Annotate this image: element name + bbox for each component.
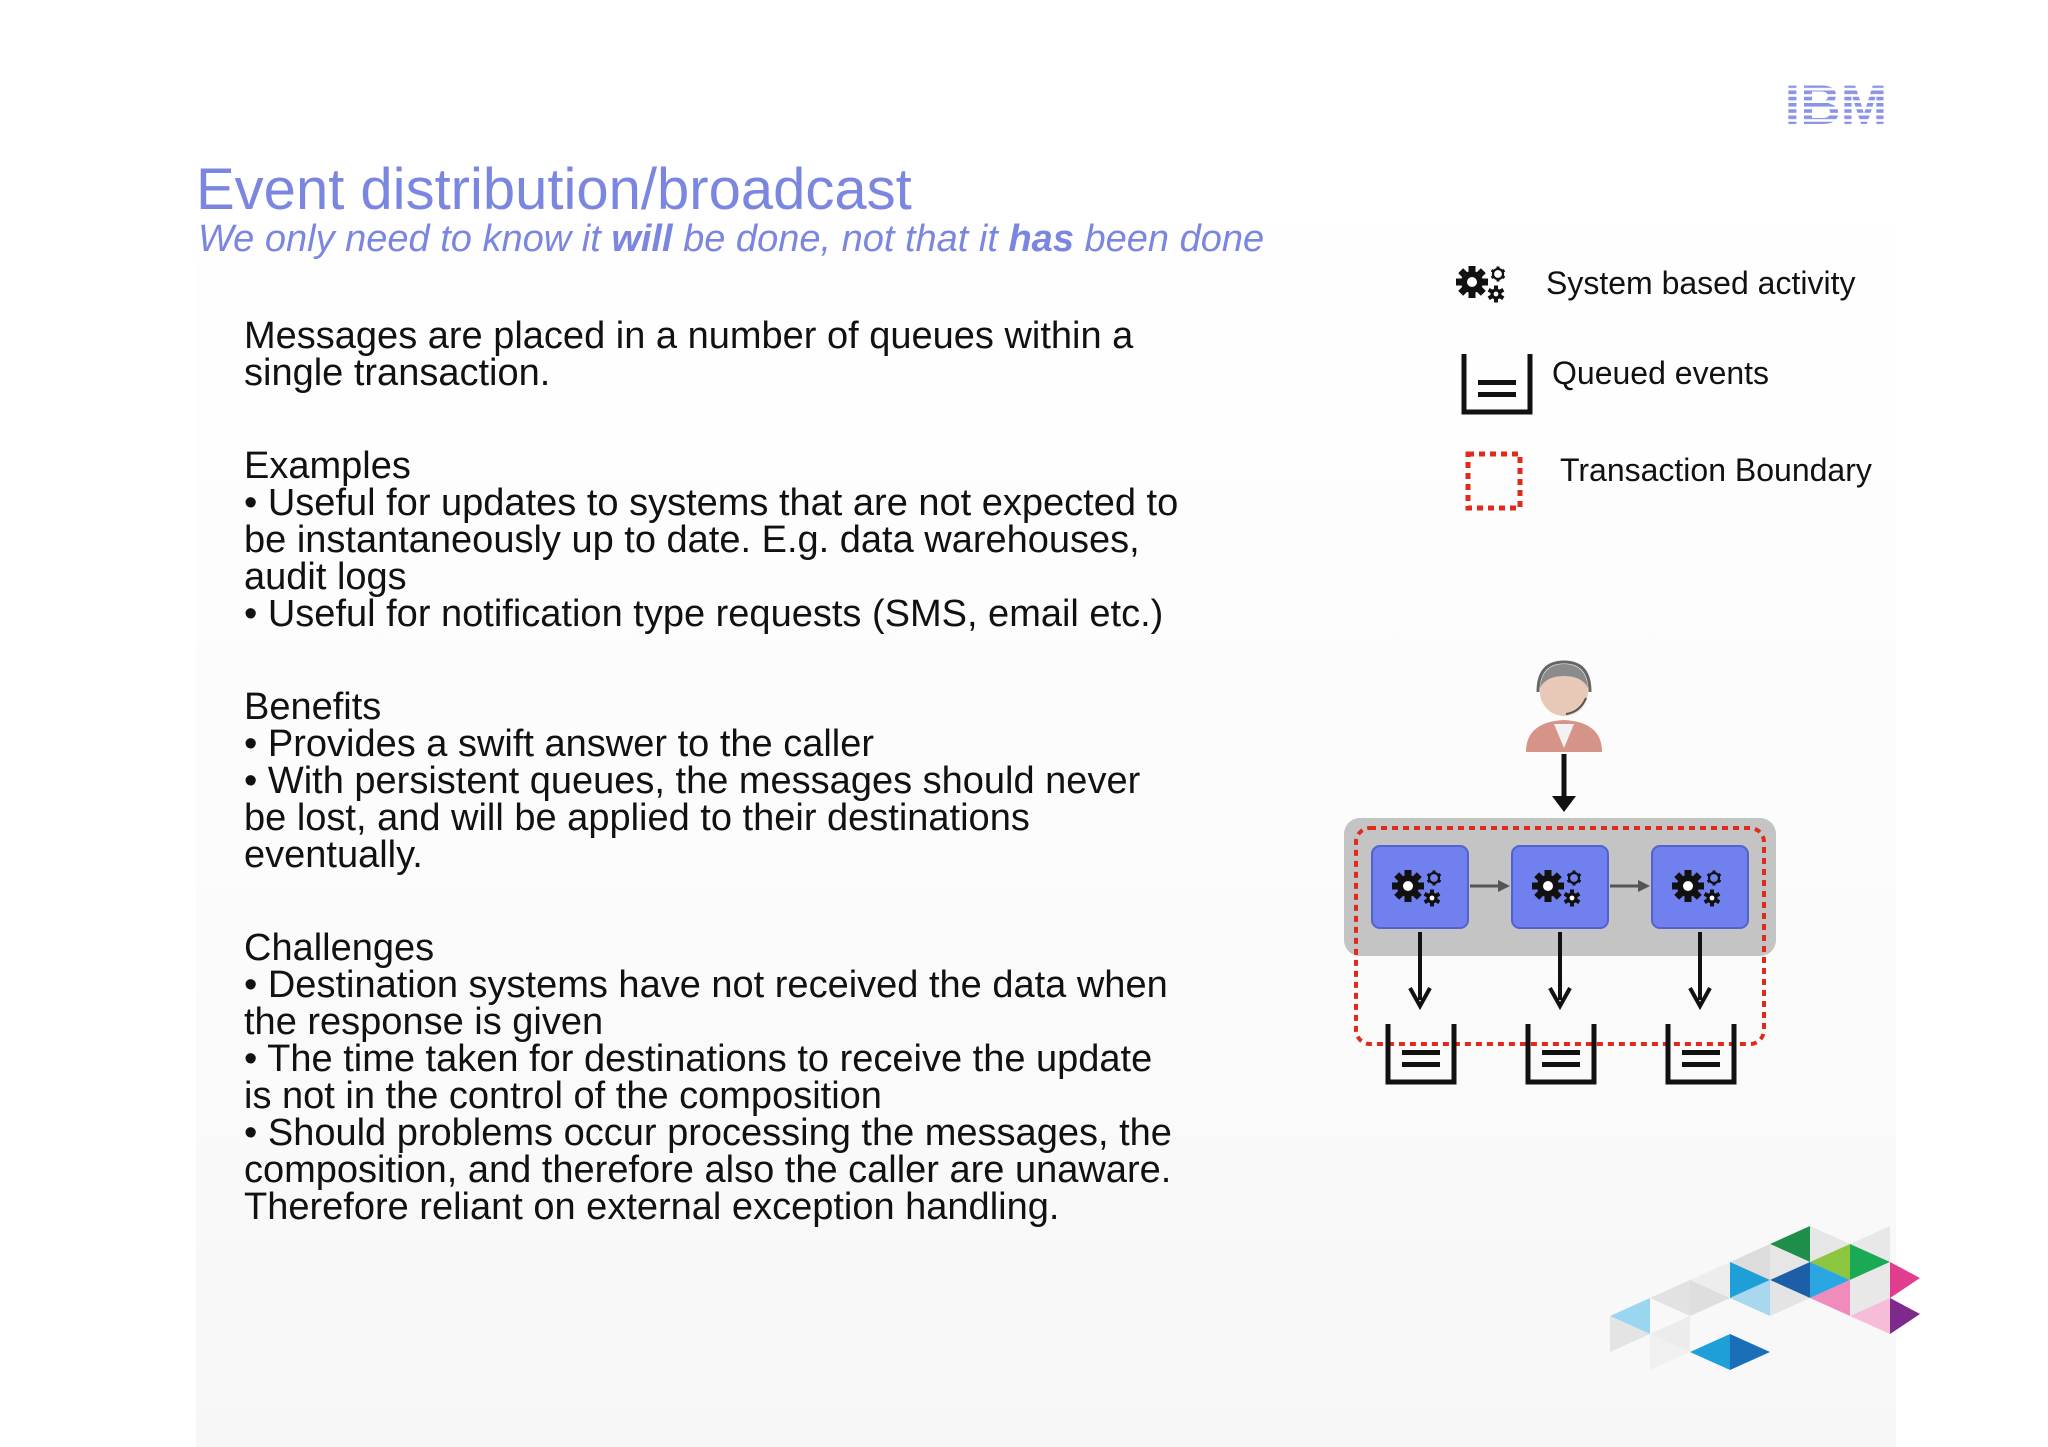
bullet-line: • Useful for updates to systems that are not expected to: [244, 482, 1179, 524]
event-broadcast-diagram: [1320, 640, 1780, 1100]
queue-icon: [1528, 1024, 1594, 1082]
bullet-line: • Should problems occur processing the messages, the: [244, 1112, 1172, 1154]
bullet-line: be instantaneously up to date. E.g. data warehouses,: [244, 519, 1140, 561]
dotted-box-icon: [1462, 448, 1528, 514]
bullet-line: is not in the control of the composition: [244, 1075, 882, 1117]
queue-icon: [1388, 1024, 1454, 1082]
slide-title: Event distribution/broadcast: [196, 157, 912, 222]
caller-person-icon: [1526, 662, 1602, 752]
bullet-line: eventually.: [244, 834, 423, 876]
bullet-line: Therefore reliant on external exception handling.: [244, 1186, 1060, 1228]
bullet-line: • Useful for notification type requests (SMS, email etc.): [244, 593, 1164, 635]
legend-queue-label: Queued events: [1552, 355, 1770, 391]
legend-system-label: System based activity: [1546, 265, 1856, 301]
bullet-line: • Provides a swift answer to the caller: [244, 723, 875, 765]
challenges-heading: Challenges: [244, 927, 435, 969]
bullet-line: • The time taken for destinations to receive the update: [244, 1038, 1153, 1080]
gears-icon: [1454, 256, 1524, 306]
queue-icon: [1458, 350, 1538, 418]
activity-box: [1652, 846, 1748, 928]
bullet-line: • Destination systems have not received the data when: [244, 964, 1168, 1006]
queue-icon: [1668, 1024, 1734, 1082]
examples-section: [244, 445, 1244, 635]
benefits-heading: Benefits: [244, 686, 382, 728]
bullet-line: audit logs: [244, 556, 407, 598]
ibm-logo: [1776, 78, 1896, 128]
bullet-line: the response is given: [244, 1001, 604, 1043]
decorative-triangles: [1590, 1226, 1920, 1400]
slide-subtitle: We only need to know it will be done, not that it has been done: [198, 218, 1265, 260]
challenges-section: [244, 927, 1244, 1228]
svg-text:IBM: IBM: [1784, 78, 1888, 128]
bullet-line: • With persistent queues, the messages should never: [244, 760, 1141, 802]
activity-box: [1512, 846, 1608, 928]
examples-heading: Examples: [244, 445, 411, 487]
activity-box: [1372, 846, 1468, 928]
bullet-line: be lost, and will be applied to their destinations: [244, 797, 1030, 839]
bullet-line: composition, and therefore also the caller are unaware.: [244, 1149, 1172, 1191]
legend-transaction-label: Transaction Boundary: [1560, 452, 1872, 488]
intro-paragraph: Messages are placed in a number of queues within a single transaction.: [244, 315, 1134, 394]
benefits-section: [244, 686, 1244, 876]
slide-body: [244, 315, 1244, 1228]
